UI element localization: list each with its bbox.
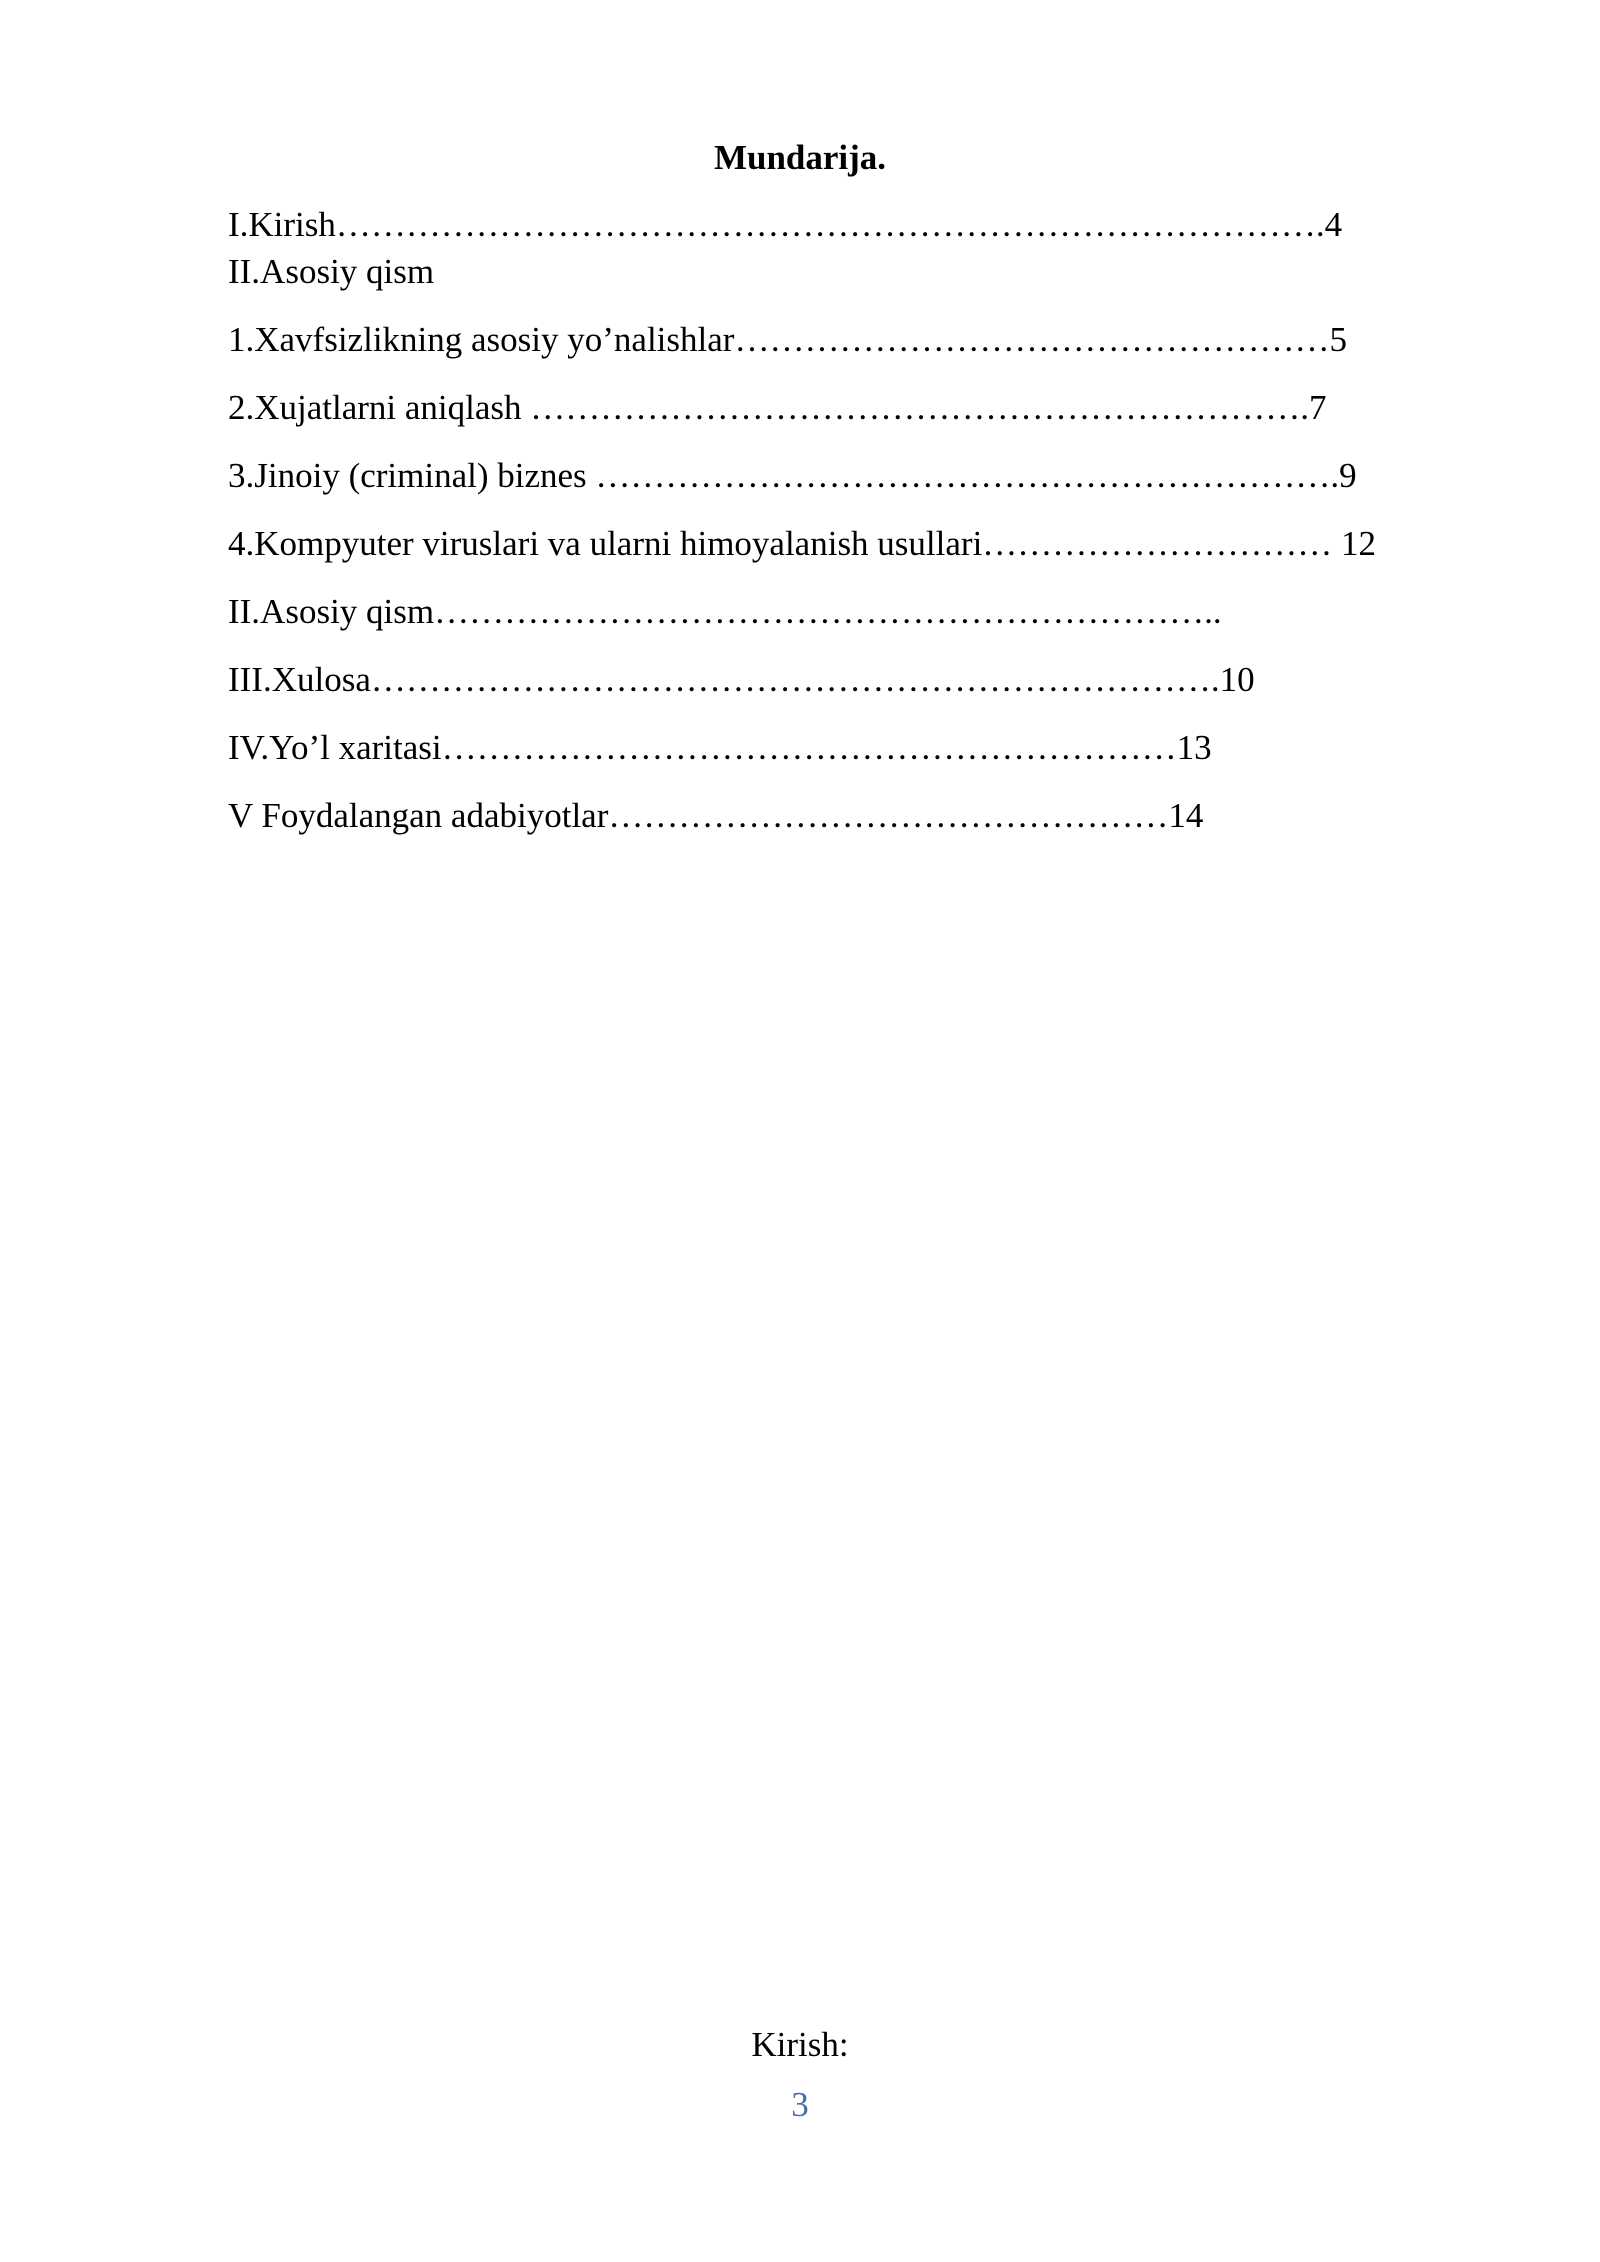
toc-entry-xulosa: III.Xulosa……………………………………………………………….10 <box>228 660 1255 699</box>
toc-entry-xavfsizlik: 1.Xavfsizlikning asosiy yo’nalishlar……………………………………………5 <box>228 320 1347 359</box>
page-number: 3 <box>791 2085 809 2124</box>
toc-entry-jinoiy-biznes: 3.Jinoiy (criminal) biznes ……………………………………………………….9 <box>228 456 1357 495</box>
toc-entry-kompyuter-viruslari: 4.Kompyuter viruslari va ularni himoyalanish usullari………………………… 12 <box>228 524 1377 563</box>
toc-entry-asosiy-qism-2: II.Asosiy qism………………………………………………………….. <box>228 592 1222 631</box>
toc-entry-asosiy-qism: II.Asosiy qism <box>228 252 435 291</box>
section-heading-kirish: Kirish: <box>751 2025 849 2064</box>
toc-entry-kirish: I.Kirish………………………………………………………………………….4 <box>228 205 1343 244</box>
toc-entry-xujatlar: 2.Xujatlarni aniqlash ………………………………………………………….7 <box>228 388 1327 427</box>
toc-title: Mundarija. <box>713 138 887 177</box>
toc-entry-yol-xaritasi: IV.Yo’l xaritasi………………………………………………………13 <box>228 728 1212 767</box>
toc-entry-adabiyotlar: V Foydalangan adabiyotlar…………………………………………14 <box>228 796 1204 835</box>
